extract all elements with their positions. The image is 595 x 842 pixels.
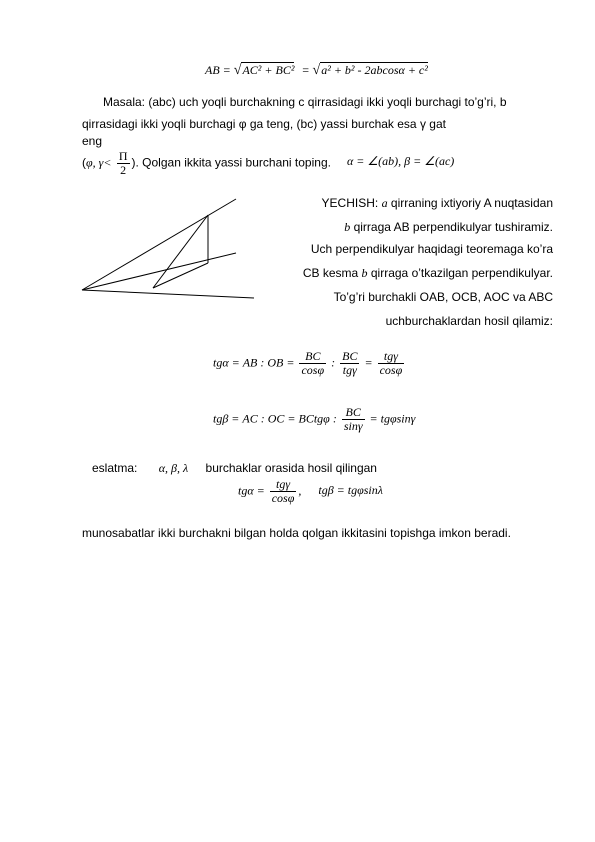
note-text: burchaklar orasida hosil qilingan (205, 461, 377, 475)
equals: = (364, 355, 373, 370)
formula-root1: AC² + BC² (242, 63, 295, 77)
fraction-numerator: BC (342, 349, 358, 363)
conclusion-text: munosabatlar ikki burchakni bilgan holda qolgan ikkitasini topishga imkon beradi. (82, 526, 511, 540)
solution-text: qirraning ixtiyoriy A nuqtasidan (387, 196, 553, 210)
fraction (342, 406, 365, 433)
fraction-numerator: tgγ (270, 478, 297, 492)
solution-text: qirraga o’tkazilgan perpendikulyar. (367, 266, 553, 280)
edge-b (82, 253, 236, 290)
edge-a (82, 199, 236, 290)
eq-rhs: tgβ = tgφsinλ (318, 483, 383, 498)
edge-b-symbol: b (344, 220, 351, 234)
alpha-beta-definition: α = ∠(ab), β = ∠(ac) (347, 154, 455, 168)
note-symbols: α, β, λ (158, 461, 189, 475)
problem-line-3: eng (82, 134, 103, 148)
formula-ab (205, 62, 428, 79)
two-symbol: 2 (120, 163, 127, 177)
segment-ab (153, 215, 208, 288)
fraction-numerator: BC (342, 406, 365, 420)
pyramid-figure (78, 195, 258, 305)
equation-final (238, 478, 383, 505)
solution-line-1 (322, 196, 553, 210)
problem-line-4 (82, 150, 331, 184)
fraction (378, 350, 405, 377)
solution-line-4 (303, 266, 553, 280)
eq-lhs: tgβ = AC : OC = BCtgφ : (213, 411, 337, 426)
solution-line-6: uchburchaklardan hosil qilamiz: (385, 314, 553, 328)
note-label: eslatma: (92, 461, 138, 475)
solution-text: CB kesma (302, 266, 362, 280)
formula-eq: = (222, 63, 231, 77)
fraction (270, 478, 297, 505)
fraction-numerator: tgγ (378, 350, 405, 364)
problem-line-1: Masala: (abc) uch yoqli burchakning c qirrasidagi ikki yoqli burchagi to’g’ri, b (103, 95, 507, 109)
solution-line-3: Uch perpendikulyar haqidagi teoremaga ko’ra (310, 242, 553, 256)
edge-b-symbol: b (361, 266, 368, 280)
problem-line-2: qirrasidagi ikki yoqli burchagi φ ga teng, (bc) yassi burchak esa γ gat (82, 117, 446, 131)
fraction (299, 350, 326, 377)
formula-lhs: AB (205, 63, 220, 77)
equation-tg-beta (213, 406, 415, 433)
edge-c (82, 290, 254, 298)
fraction (340, 350, 359, 377)
pi-over-two (117, 150, 130, 177)
formula-eq: = (301, 63, 310, 77)
edge-a-symbol: a (381, 196, 388, 210)
eq-lhs: tgα = (238, 483, 265, 498)
fraction-numerator: BC (299, 350, 326, 364)
formula-root2: a² + b² - 2abcosα + c² (321, 63, 428, 77)
solution-text: qirraga AB perpendikulyar tushiramiz. (350, 220, 553, 234)
fraction-denominator: cosφ (301, 363, 325, 377)
equation-tg-alpha (213, 350, 406, 377)
sqrt-sign: √ (233, 63, 242, 78)
solution-line-2 (344, 220, 553, 234)
find-text: Qolgan ikkita yassi burchani toping. (138, 155, 331, 170)
phi-gamma: φ, γ (86, 155, 104, 170)
fraction-denominator: cosφ (379, 363, 403, 377)
comma: , (298, 483, 302, 498)
solution-line-5: To’g’ri burchakli OAB, OCB, AOC va ABC (333, 290, 553, 304)
fraction-denominator: tgγ (342, 363, 357, 377)
less-than: < (103, 155, 112, 170)
note-line (92, 461, 377, 475)
colon: : (331, 355, 336, 370)
eq-rhs: = tgφsinγ (369, 411, 416, 426)
paren-close: ). (131, 155, 139, 170)
eq-lhs: tgα = AB : OB = (213, 355, 295, 370)
fraction-denominator: sinγ (343, 419, 363, 433)
solution-label: YECHISH: (321, 196, 379, 210)
sqrt-sign: √ (312, 63, 321, 78)
fraction-denominator: cosφ (271, 491, 295, 505)
pi-symbol: Π (118, 149, 128, 163)
paren-open: ( (82, 155, 86, 170)
